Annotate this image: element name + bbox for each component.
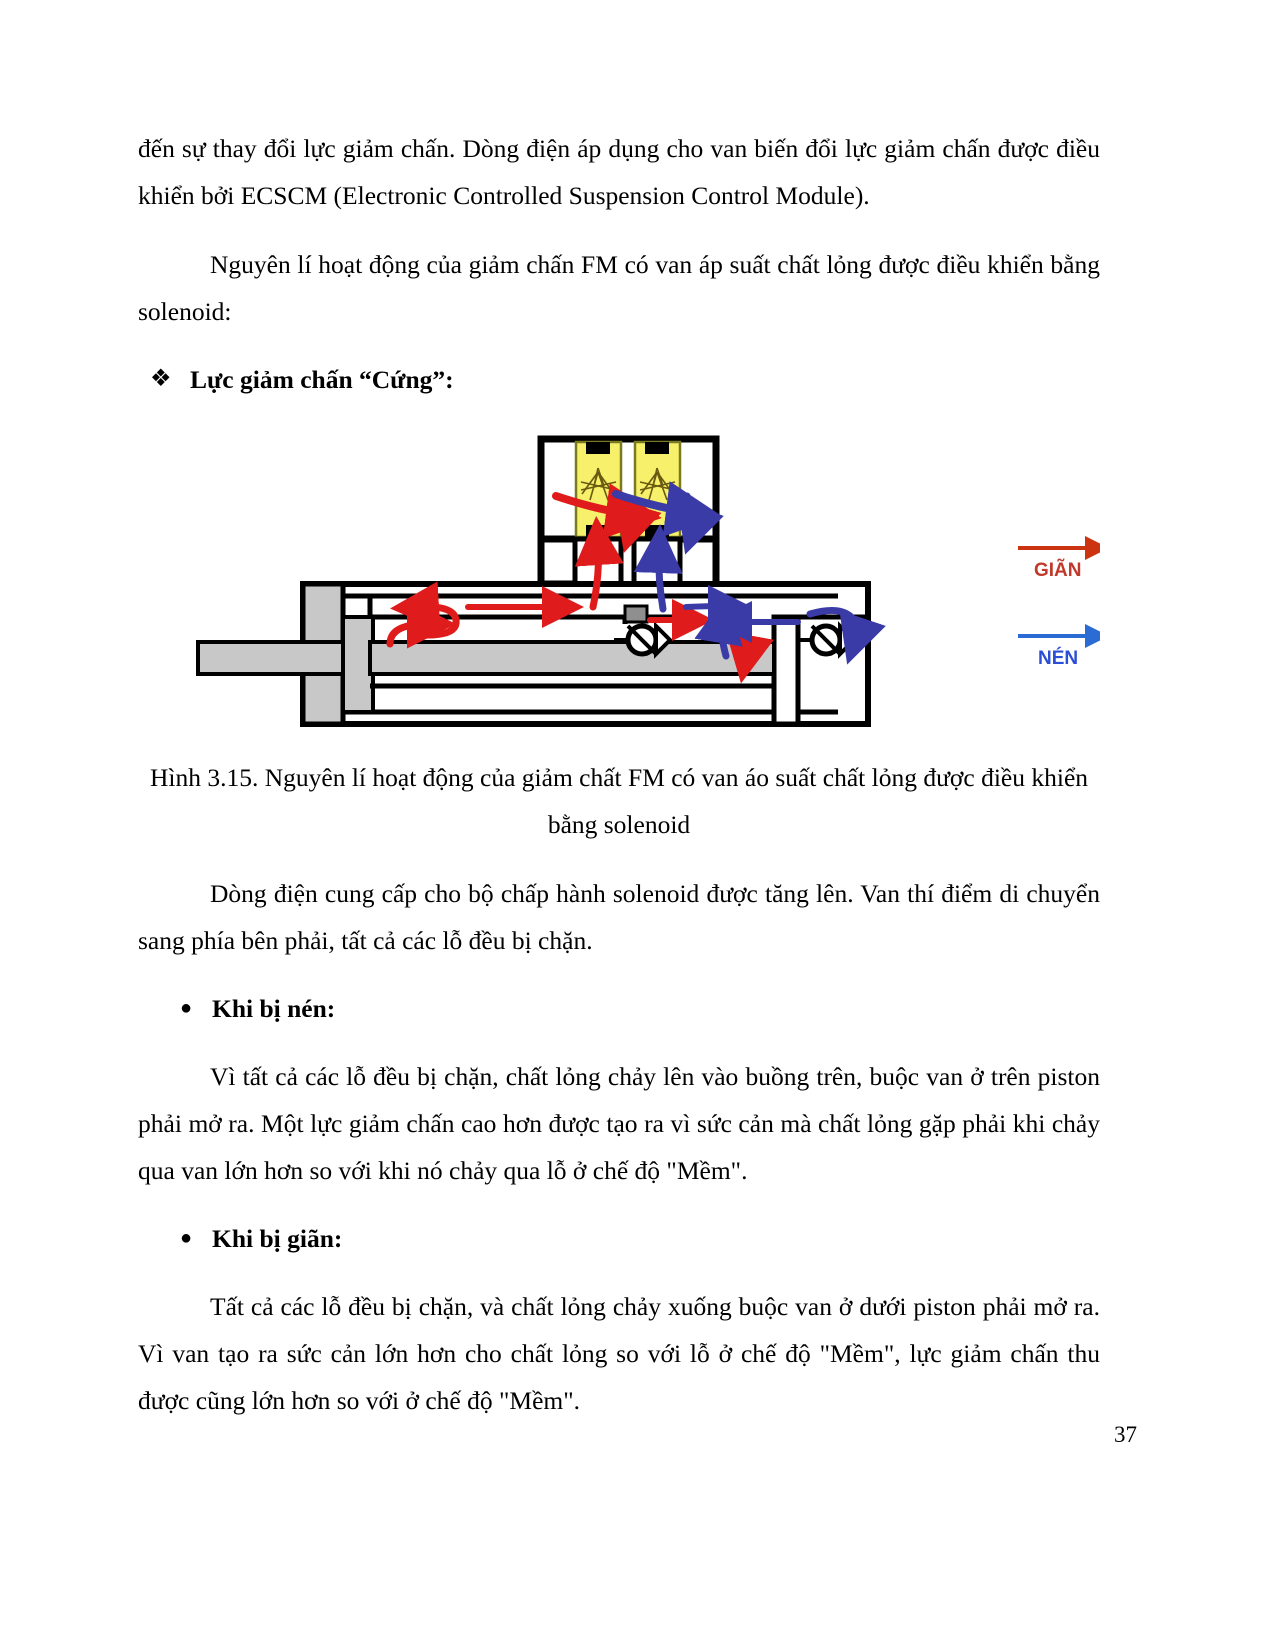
diamond-bullet-icon: ❖ [150, 366, 172, 392]
paragraph-expansion: Tất cả các lỗ đều bị chặn, và chất lỏng chảy xuống buộc van ở dưới piston phải mở ra. Vì van tạo ra sức cản lớn hơn cho chất lỏng so với lỗ ở chế độ "Mềm", lực giảm chấn thu được cũng lớn hơn so với ở chế độ "Mềm". [138, 1292, 1100, 1415]
spacer [138, 1194, 1100, 1216]
round-bullet-icon: ● [180, 997, 193, 1019]
spacer [138, 402, 1100, 424]
figure-caption-line2: bằng solenoid [547, 810, 691, 839]
round-bullet-icon: ● [180, 1227, 193, 1249]
damper-cross-section-svg [138, 424, 1100, 754]
paragraph-intro: đến sự thay đổi lực giảm chấn. Dòng điện áp dụng cho van biến đổi lực giảm chấn được điều khiển bởi ECSCM (Electronic Controlled Suspension Control Module). [138, 134, 1100, 210]
spacer [138, 848, 1100, 870]
paragraph-compression: Vì tất cả các lỗ đều bị chặn, chất lỏng chảy lên vào buồng trên, buộc van ở trên piston phải mở ra. Một lực giảm chấn cao hơn được tạo ra vì sức cản mà chất lỏng gặp phải khi chảy qua van lớn hơn so với khi nó chảy qua lỗ ở chế độ "Mềm". [138, 1062, 1100, 1185]
figure-legend [1018, 548, 1093, 669]
heading-expansion-label: Khi bị giãn: [212, 1224, 343, 1253]
figure-caption-line1: Hình 3.15. Nguyên lí hoạt động của giảm chất FM có van áo suất chất lỏng được điều khiển [149, 763, 1089, 792]
solenoid-coil-left [576, 442, 621, 537]
legend-label-compression: NÉN [1038, 648, 1079, 669]
paragraph-principle: Nguyên lí hoạt động của giảm chấn FM có van áp suất chất lỏng được điều khiển bằng solenoid: [138, 250, 1100, 326]
heading-compression [180, 986, 1100, 1031]
spacer [138, 1261, 1100, 1283]
spacer [138, 964, 1100, 986]
heading-compression-label: Khi bị nén: [212, 994, 336, 1023]
heading-hard-damping-label: Lực giảm chấn “Cứng”: [190, 365, 454, 394]
heading-expansion [180, 1216, 1100, 1261]
solenoid-coil-right [635, 442, 680, 537]
paragraph-after-figure: Dòng điện cung cấp cho bộ chấp hành solenoid được tăng lên. Van thí điểm di chuyển sang phía bên phải, tất cả các lỗ đều bị chặn. [138, 879, 1100, 955]
pilot-valve-block [625, 606, 647, 622]
heading-hard-damping [150, 357, 1100, 402]
solenoid-housing [541, 439, 716, 539]
page-content [138, 125, 1100, 1424]
figure-damper-diagram [138, 424, 1100, 754]
legend-label-expansion: GIÃN [1034, 560, 1082, 581]
spacer [138, 335, 1100, 357]
spacer [138, 219, 1100, 241]
spacer [138, 1031, 1100, 1053]
page-number: 37 [1114, 1422, 1137, 1447]
